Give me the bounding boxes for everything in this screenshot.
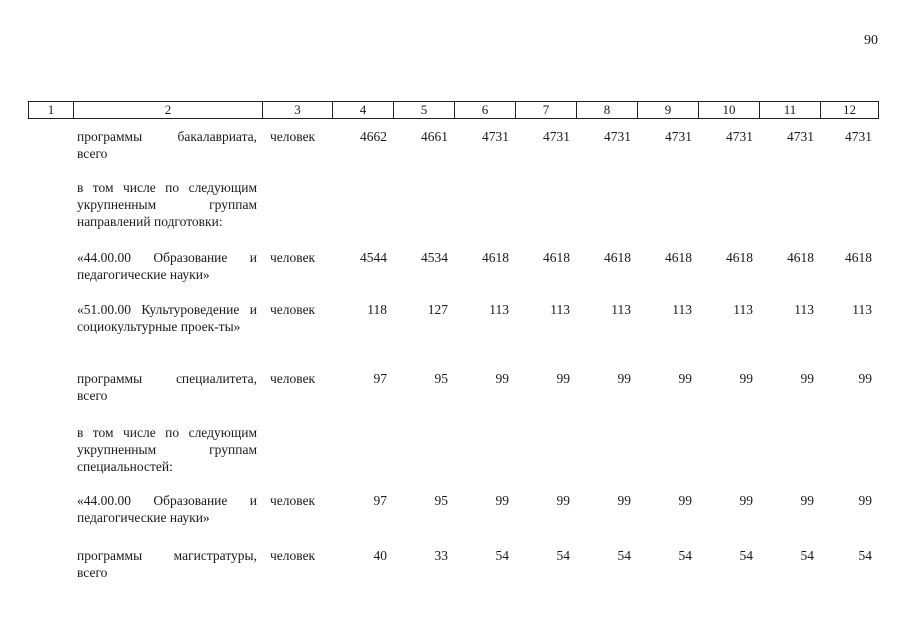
- row-value: 99: [556, 371, 570, 386]
- row-value: 40: [373, 548, 387, 563]
- row-value: 99: [617, 371, 631, 386]
- row-value: 4731: [665, 129, 692, 144]
- column-number: 10: [699, 102, 760, 119]
- row-value: 118: [367, 302, 387, 317]
- row-value: 4618: [787, 250, 814, 265]
- table-row: [28, 424, 878, 492]
- row-value: 99: [495, 493, 509, 508]
- row-value: [454, 424, 515, 492]
- column-number: 4: [333, 102, 394, 119]
- row-value: [515, 424, 576, 492]
- row-value: [576, 179, 637, 249]
- column-number: 8: [577, 102, 638, 119]
- row-value: 4618: [845, 250, 872, 265]
- row-value: [332, 424, 393, 492]
- row-value: 113: [489, 302, 509, 317]
- row-value: 54: [678, 548, 692, 563]
- table-row: [28, 492, 878, 547]
- row-value: [454, 179, 515, 249]
- column-header-row: [28, 101, 879, 119]
- row-value: 4534: [421, 250, 448, 265]
- row-value: [637, 179, 698, 249]
- row-value: 4731: [543, 129, 570, 144]
- column-number: 7: [516, 102, 577, 119]
- row-unit: [262, 179, 332, 249]
- row-value: 113: [550, 302, 570, 317]
- row-unit: человек: [270, 250, 316, 265]
- row-value: 99: [858, 493, 872, 508]
- row-value: 99: [678, 493, 692, 508]
- row-value: 4731: [604, 129, 631, 144]
- row-value: 4731: [482, 129, 509, 144]
- row-value: [820, 424, 878, 492]
- row-value: 54: [617, 548, 631, 563]
- row-value: 4618: [665, 250, 692, 265]
- row-value: 95: [434, 493, 448, 508]
- row-value: 97: [373, 493, 387, 508]
- column-number: 11: [760, 102, 821, 119]
- row-unit: человек: [270, 129, 316, 144]
- row-value: 127: [427, 302, 448, 317]
- column-number: 3: [263, 102, 333, 119]
- row-value: 4618: [482, 250, 509, 265]
- row-description: программы бакалавриата, всего: [77, 129, 257, 161]
- row-value: 4731: [787, 129, 814, 144]
- row-value: 54: [495, 548, 509, 563]
- column-number: 6: [455, 102, 516, 119]
- row-value: 113: [672, 302, 692, 317]
- row-value: 54: [556, 548, 570, 563]
- row-value: 99: [556, 493, 570, 508]
- row-value: 54: [739, 548, 753, 563]
- data-table: [28, 128, 878, 607]
- page-number: 90: [864, 33, 878, 48]
- table-row: [28, 128, 878, 179]
- row-value: 113: [733, 302, 753, 317]
- row-value: 99: [678, 371, 692, 386]
- row-value: [637, 424, 698, 492]
- row-value: 4618: [726, 250, 753, 265]
- row-value: [698, 179, 759, 249]
- row-value: 4618: [604, 250, 631, 265]
- row-value: 113: [852, 302, 872, 317]
- row-value: 4661: [421, 129, 448, 144]
- column-number: 9: [638, 102, 699, 119]
- row-value: [332, 179, 393, 249]
- column-number: 12: [821, 102, 879, 119]
- row-value: 33: [434, 548, 448, 563]
- column-number: 2: [74, 102, 263, 119]
- column-number: 1: [29, 102, 74, 119]
- row-description: в том числе по следующим укрупненным группам направлений подготовки:: [77, 180, 257, 229]
- row-unit: человек: [270, 493, 316, 508]
- table-row: [28, 301, 878, 370]
- row-value: 99: [739, 493, 753, 508]
- row-value: [759, 179, 820, 249]
- row-description: «44.00.00 Образование и педагогические науки»: [77, 493, 257, 525]
- row-value: [515, 179, 576, 249]
- row-value: 4544: [360, 250, 387, 265]
- row-value: 4731: [726, 129, 753, 144]
- row-value: 99: [800, 493, 814, 508]
- table-row: [28, 370, 878, 424]
- row-value: 99: [739, 371, 753, 386]
- row-value: 97: [373, 371, 387, 386]
- row-value: 99: [858, 371, 872, 386]
- row-description: программы магистратуры, всего: [77, 548, 257, 580]
- row-value: 113: [794, 302, 814, 317]
- row-value: 99: [800, 371, 814, 386]
- row-value: 99: [617, 493, 631, 508]
- row-unit: человек: [270, 302, 316, 317]
- row-unit: человек: [270, 371, 316, 386]
- row-description: «51.00.00 Культуроведение и социокультурные проек-ты»: [77, 302, 257, 334]
- row-value: 95: [434, 371, 448, 386]
- row-value: [393, 179, 454, 249]
- row-value: 113: [611, 302, 631, 317]
- row-value: 99: [495, 371, 509, 386]
- row-description: программы специалитета, всего: [77, 371, 257, 403]
- row-value: 54: [858, 548, 872, 563]
- column-number: 5: [394, 102, 455, 119]
- row-description: «44.00.00 Образование и педагогические науки»: [77, 250, 257, 282]
- row-value: [576, 424, 637, 492]
- row-value: 4731: [845, 129, 872, 144]
- row-description: в том числе по следующим укрупненным группам специальностей:: [77, 425, 257, 474]
- table-row: [28, 547, 878, 607]
- row-value: [698, 424, 759, 492]
- table-row: [28, 179, 878, 249]
- row-value: [820, 179, 878, 249]
- row-value: [393, 424, 454, 492]
- row-unit: [262, 424, 332, 492]
- row-unit: человек: [270, 548, 316, 563]
- table-row: [28, 249, 878, 301]
- row-value: 4618: [543, 250, 570, 265]
- row-value: [759, 424, 820, 492]
- row-value: 4662: [360, 129, 387, 144]
- row-value: 54: [800, 548, 814, 563]
